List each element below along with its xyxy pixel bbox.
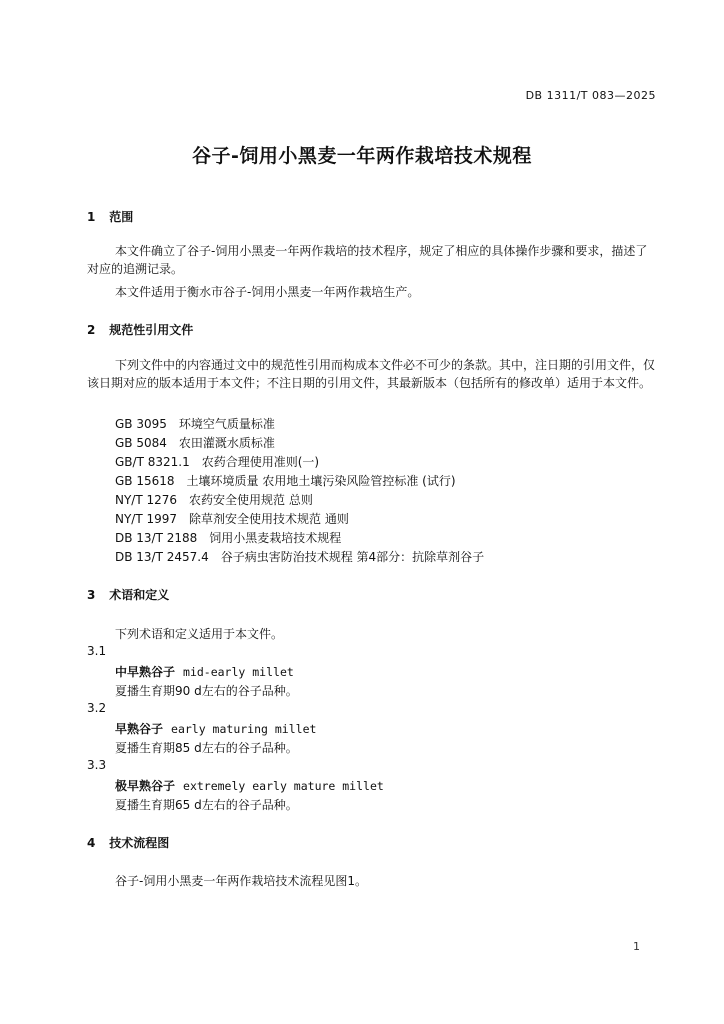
term-entry [115, 720, 316, 737]
reference-item: NY/T 1276 农药安全使用规范 总则 [115, 493, 313, 507]
term-number: 3.3 [87, 758, 107, 772]
term-english: early maturing millet [171, 722, 317, 736]
term-english: extremely early mature millet [183, 779, 384, 793]
document-title: 谷子-饲用小黑麦一年两作栽培技术规程 [192, 145, 532, 167]
reference-item: GB 3095 环境空气质量标准 [115, 417, 275, 431]
section-title: 术语和定义 [109, 588, 170, 602]
section-number: 1 [87, 210, 96, 224]
reference-item: DB 13/T 2188 饲用小黑麦栽培技术规程 [115, 531, 342, 545]
term-english: mid-early millet [183, 665, 294, 679]
reference-item: GB/T 8321.1 农药合理使用准则(一) [115, 455, 320, 469]
term-chinese: 早熟谷子 [115, 722, 164, 736]
term-number: 3.1 [87, 644, 107, 658]
scope-paragraph: 本文件确立了谷子-饲用小黑麦一年两作栽培的技术程序，规定了相应的具体操作步骤和要求，描述了对应的追溯记录。 [87, 244, 648, 276]
section-title: 范围 [109, 210, 134, 224]
scope-applicability: 本文件适用于衡水市谷子-饲用小黑麦一年两作栽培生产。 [115, 285, 420, 299]
term-definition: 夏播生育期85 d左右的谷子品种。 [115, 741, 298, 755]
reference-item: DB 13/T 2457.4 谷子病虫害防治技术规程 第4部分：抗除草剂谷子 [115, 550, 485, 564]
section-heading-flow [87, 834, 169, 851]
term-chinese: 极早熟谷子 [115, 779, 176, 793]
section-number: 3 [87, 588, 96, 602]
term-entry [115, 663, 294, 680]
term-entry [115, 777, 384, 794]
reference-item: GB 5084 农田灌溉水质标准 [115, 436, 275, 450]
term-chinese: 中早熟谷子 [115, 665, 176, 679]
page-number: 1 [633, 940, 640, 953]
terms-intro: 下列术语和定义适用于本文件。 [115, 627, 284, 641]
term-number: 3.2 [87, 701, 107, 715]
flow-reference-text: 谷子-饲用小黑麦一年两作栽培技术流程见图1。 [115, 874, 367, 888]
term-definition: 夏播生育期65 d左右的谷子品种。 [115, 798, 298, 812]
reference-item: GB 15618 土壤环境质量 农用地土壤污染风险管控标准 (试行) [115, 474, 456, 488]
reference-item: NY/T 1997 除草剂安全使用技术规范 通则 [115, 512, 349, 526]
section-heading-terms [87, 586, 169, 603]
section-number: 4 [87, 836, 96, 850]
section-heading-scope [87, 208, 133, 225]
term-definition: 夏播生育期90 d左右的谷子品种。 [115, 684, 298, 698]
section-heading-references [87, 321, 193, 338]
section-title: 技术流程图 [109, 836, 170, 850]
section-number: 2 [87, 323, 96, 337]
document-number: DB 1311/T 083—2025 [525, 89, 656, 102]
section-title: 规范性引用文件 [109, 323, 194, 337]
references-intro: 下列文件中的内容通过文中的规范性引用而构成本文件必不可少的条款。其中，注日期的引用文件，仅该日期对应的版本适用于本文件；不注日期的引用文件，其最新版本（包括所有的修改单）适用于本文件。 [87, 358, 656, 390]
